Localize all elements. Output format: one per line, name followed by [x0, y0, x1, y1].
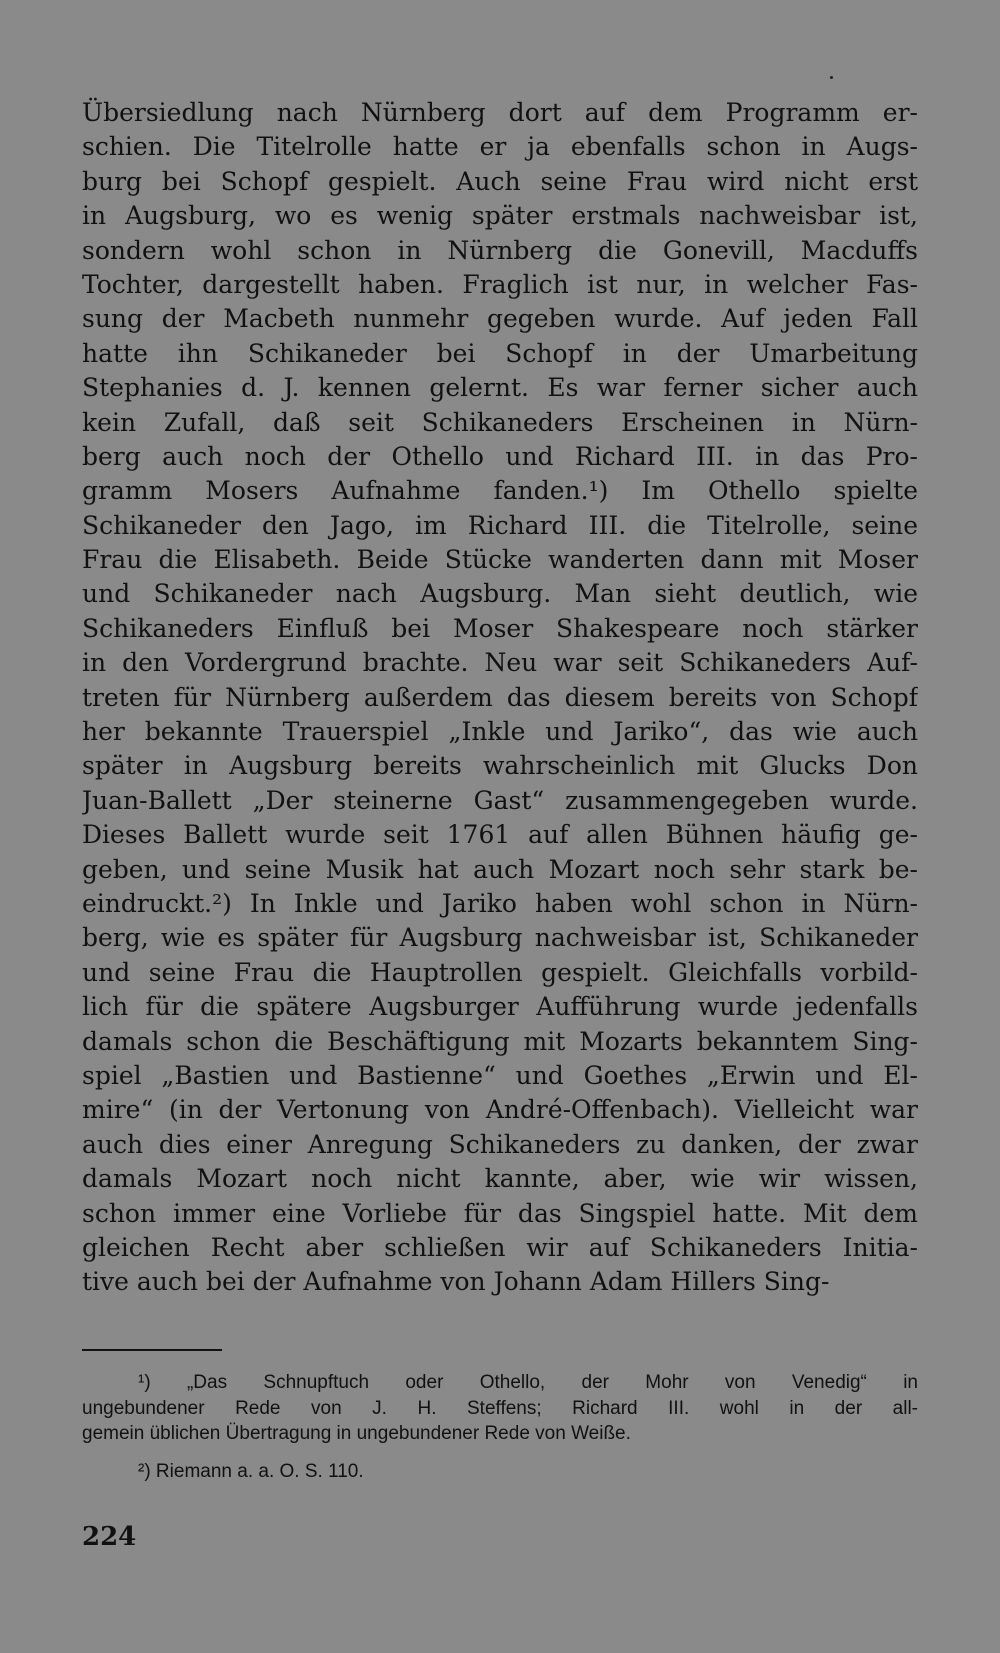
body-line: später in Augsburg bereits wahrscheinlich mit Glucks Don [82, 751, 918, 781]
body-line: mire“ (in der Vertonung von André-Offenbach). Vielleicht war [82, 1095, 918, 1125]
body-line: spiel „Bastien und Bastienne“ und Goethes „Erwin und El- [82, 1060, 918, 1090]
footnote-1 [82, 1370, 918, 1447]
body-text [82, 96, 918, 1300]
body-line: damals Mozart noch nicht kannte, aber, wie wir wissen, [82, 1164, 918, 1194]
body-line: in den Vordergrund brachte. Neu war seit Schikaneders Auf- [82, 648, 918, 678]
body-line: Stephanies d. J. kennen gelernt. Es war ferner sicher auch [82, 373, 918, 403]
footnotes [82, 1370, 918, 1484]
footnote-separator [82, 1349, 222, 1351]
body-line: auch dies einer Anregung Schikaneders zu danken, der zwar [82, 1129, 918, 1159]
body-line: her bekannte Trauerspiel „Inkle und Jariko“, das wie auch [82, 717, 918, 747]
body-line: Dieses Ballett wurde seit 1761 auf allen Bühnen häufig ge- [82, 820, 918, 850]
body-line: Tochter, dargestellt haben. Fraglich ist nur, in welcher Fas- [82, 269, 918, 299]
body-line: und seine Frau die Hauptrollen gespielt. Gleichfalls vorbild- [82, 957, 918, 987]
body-line: kein Zufall, daß seit Schikaneders Erscheinen in Nürn- [82, 407, 918, 437]
body-line: lich für die spätere Augsburger Aufführung wurde jedenfalls [82, 992, 918, 1022]
body-line: Frau die Elisabeth. Beide Stücke wanderten dann mit Moser [82, 545, 918, 575]
body-line: eindruckt.²) In Inkle und Jariko haben wohl schon in Nürn- [82, 888, 918, 918]
body-line: und Schikaneder nach Augsburg. Man sieht deutlich, wie [82, 579, 918, 609]
body-line: Übersiedlung nach Nürnberg dort auf dem Programm er- [82, 98, 918, 127]
body-line: berg auch noch der Othello und Richard III. in das Pro- [82, 441, 918, 471]
print-speck [830, 76, 833, 79]
page-number: 224 [82, 1522, 137, 1552]
footnote-2: ²) Riemann a. a. O. S. 110. [138, 1460, 364, 1482]
footnote-1-line: ¹) „Das Schnupftuch oder Othello, der Mohr von Venedig“ in [138, 1372, 918, 1393]
body-line: gleichen Recht aber schließen wir auf Schikaneders Initia- [82, 1232, 918, 1262]
body-line: geben, und seine Musik hat auch Mozart noch sehr stark be- [82, 854, 918, 884]
body-line: Juan-Ballett „Der steinerne Gast“ zusammengegeben wurde. [82, 785, 918, 815]
body-line: in Augsburg, wo es wenig später erstmals nachweisbar ist, [82, 201, 918, 231]
body-line: damals schon die Beschäftigung mit Mozarts bekanntem Sing- [82, 1026, 918, 1056]
body-line: hatte ihn Schikaneder bei Schopf in der Umarbeitung [82, 338, 918, 368]
body-line: schon immer eine Vorliebe für das Singspiel hatte. Mit dem [82, 1198, 918, 1228]
body-line: burg bei Schopf gespielt. Auch seine Frau wird nicht erst [82, 166, 918, 196]
body-line: Schikaneder den Jago, im Richard III. die Titelrolle, seine [82, 510, 918, 540]
footnote-1-line: ungebundener Rede von J. H. Steffens; Richard III. wohl in der all- [82, 1397, 918, 1419]
body-line: sondern wohl schon in Nürnberg die Gonevill, Macduffs [82, 235, 918, 265]
body-line: Schikaneders Einfluß bei Moser Shakespeare noch stärker [82, 613, 918, 643]
body-line: sung der Macbeth nunmehr gegeben wurde. Auf jeden Fall [82, 304, 918, 334]
body-line: berg, wie es später für Augsburg nachweisbar ist, Schikaneder [82, 923, 918, 953]
footnote-1-line: gemein üblichen Übertragung in ungebundener Rede von Weiße. [82, 1423, 631, 1444]
body-line: schien. Die Titelrolle hatte er ja ebenfalls schon in Augs- [82, 132, 918, 162]
body-line: treten für Nürnberg außerdem das diesem bereits von Schopf [82, 682, 918, 712]
body-line: tive auch bei der Aufnahme von Johann Adam Hillers Sing- [82, 1267, 830, 1297]
body-line: gramm Mosers Aufnahme fanden.¹) Im Othello spielte [82, 476, 918, 506]
